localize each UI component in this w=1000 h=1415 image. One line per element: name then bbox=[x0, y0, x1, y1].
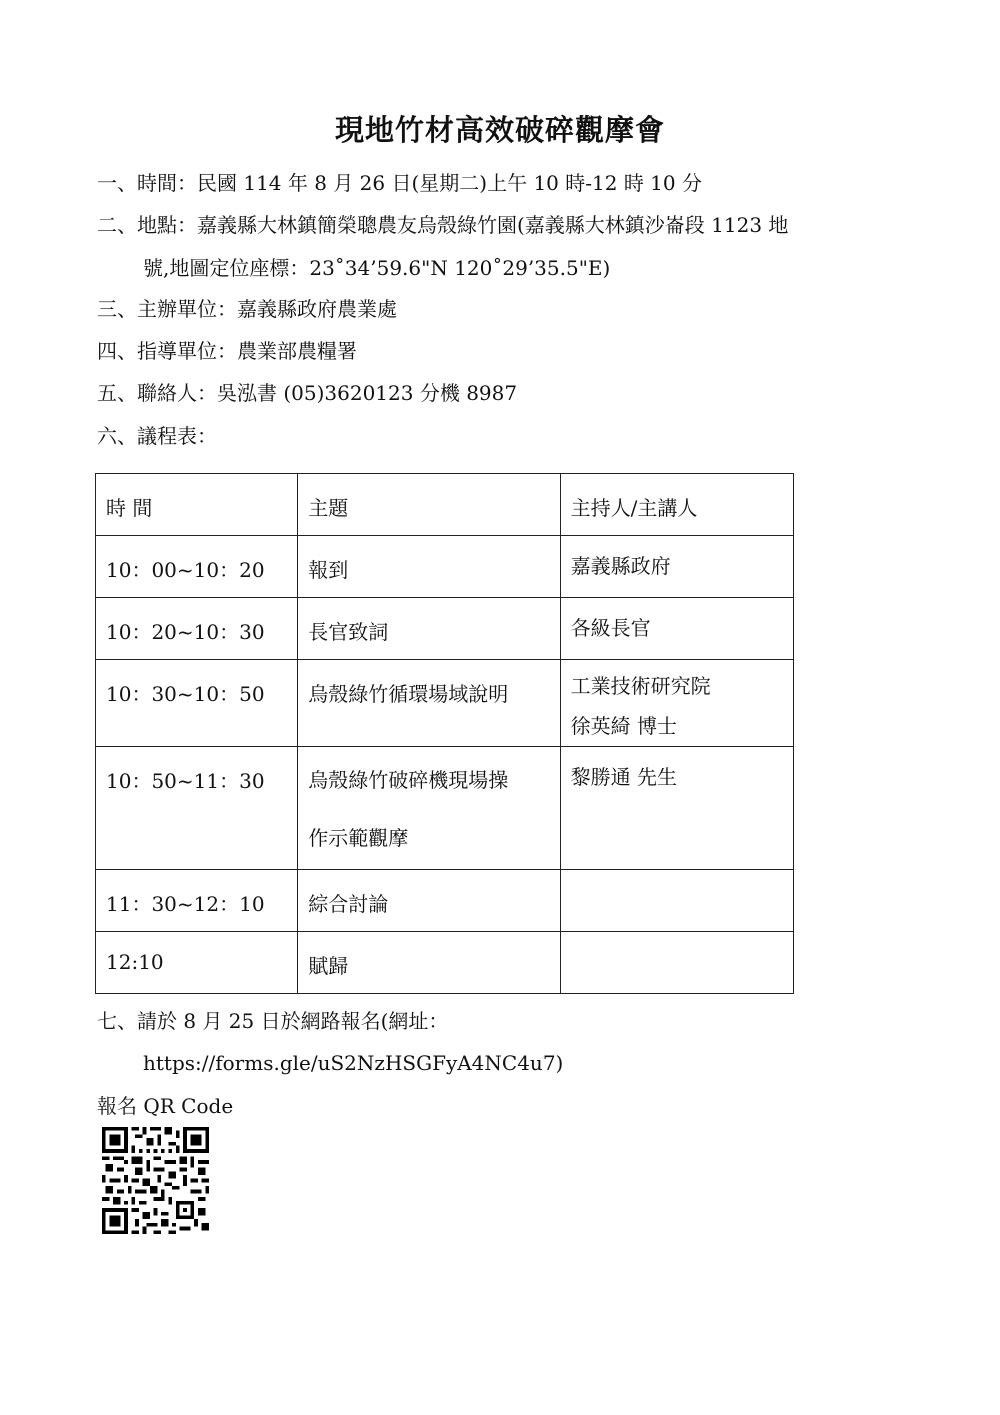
row-host-line-2: 徐英綺 博士 bbox=[570, 714, 678, 738]
time-cell bbox=[96, 747, 298, 870]
host-cell bbox=[560, 870, 793, 932]
row-time: 10：20~10：30 bbox=[106, 620, 265, 644]
header-topic: 主題 bbox=[308, 496, 349, 520]
organizer-line: 三、主辦單位：嘉義縣政府農業處 bbox=[97, 297, 397, 321]
row-host-line-1: 工業技術研究院 bbox=[570, 674, 711, 698]
time-cell bbox=[96, 870, 298, 932]
table-header-row bbox=[96, 474, 794, 536]
topic-cell bbox=[298, 660, 560, 747]
header-cell bbox=[298, 474, 560, 536]
row-time: 11：30~12：10 bbox=[106, 892, 265, 916]
location-line-1: 二、地點：嘉義縣大林鎮簡榮聰農友烏殼綠竹園(嘉義縣大林鎮沙崙段 1123 地 bbox=[97, 213, 789, 237]
host-cell bbox=[560, 932, 793, 994]
header-time: 時 間 bbox=[106, 496, 153, 520]
row-time: 10：00~10：20 bbox=[106, 558, 265, 582]
host-cell bbox=[560, 660, 793, 747]
row-host: 黎勝通 先生 bbox=[570, 765, 678, 789]
row-topic: 賦歸 bbox=[308, 954, 349, 978]
time-cell bbox=[96, 598, 298, 660]
table-row bbox=[96, 660, 794, 747]
host-cell bbox=[560, 747, 793, 870]
host-cell bbox=[560, 536, 793, 598]
header-cell bbox=[560, 474, 793, 536]
row-time: 12:10 bbox=[106, 950, 164, 974]
qr-label: 報名 QR Code bbox=[97, 1094, 234, 1118]
header-host: 主持人/主講人 bbox=[570, 496, 698, 520]
register-link[interactable]: https://forms.gle/uS2NzHSGFyA4NC4u7) bbox=[143, 1051, 564, 1075]
time-cell bbox=[96, 536, 298, 598]
row-topic-line-1: 烏殼綠竹破碎機現場操 bbox=[308, 768, 509, 792]
table-row bbox=[96, 747, 794, 870]
topic-cell bbox=[298, 870, 560, 932]
agenda-heading: 六、議程表： bbox=[97, 424, 217, 448]
row-time: 10：50~11：30 bbox=[106, 769, 265, 793]
table-row bbox=[96, 598, 794, 660]
time-line: 一、時間：民國 114 年 8 月 26 日(星期二)上午 10 時-12 時 10 分 bbox=[97, 171, 702, 195]
qr-code-icon[interactable] bbox=[102, 1127, 209, 1234]
host-cell bbox=[560, 598, 793, 660]
row-host: 各級長官 bbox=[570, 616, 651, 640]
row-topic: 烏殼綠竹循環場域說明 bbox=[308, 682, 509, 706]
contact-line: 五、聯絡人：吳泓書 (05)3620123 分機 8987 bbox=[97, 381, 518, 405]
row-host bbox=[571, 870, 783, 888]
topic-cell bbox=[298, 536, 560, 598]
topic-cell bbox=[298, 747, 560, 870]
topic-cell bbox=[298, 598, 560, 660]
table-row bbox=[96, 932, 794, 994]
header-cell bbox=[96, 474, 298, 536]
table-row bbox=[96, 536, 794, 598]
row-topic: 綜合討論 bbox=[308, 892, 389, 916]
table-row bbox=[96, 870, 794, 932]
row-host bbox=[571, 932, 783, 950]
agenda-table bbox=[95, 473, 794, 994]
page-title: 現地竹材高效破碎觀摩會 bbox=[334, 113, 665, 147]
row-host: 嘉義縣政府 bbox=[570, 554, 671, 578]
topic-cell bbox=[298, 932, 560, 994]
time-cell bbox=[96, 932, 298, 994]
time-cell bbox=[96, 660, 298, 747]
row-topic: 報到 bbox=[308, 558, 349, 582]
row-topic-line-2: 作示範觀摩 bbox=[308, 826, 409, 850]
row-topic: 長官致詞 bbox=[308, 620, 389, 644]
row-time: 10：30~10：50 bbox=[106, 682, 265, 706]
location-line-2: 號,地圖定位座標：23˚34’59.6"N 120˚29’35.5"E) bbox=[143, 256, 611, 280]
register-line-1: 七、請於 8 月 25 日於網路報名(網址： bbox=[97, 1009, 449, 1033]
advisor-line: 四、指導單位：農業部農糧署 bbox=[97, 339, 357, 363]
